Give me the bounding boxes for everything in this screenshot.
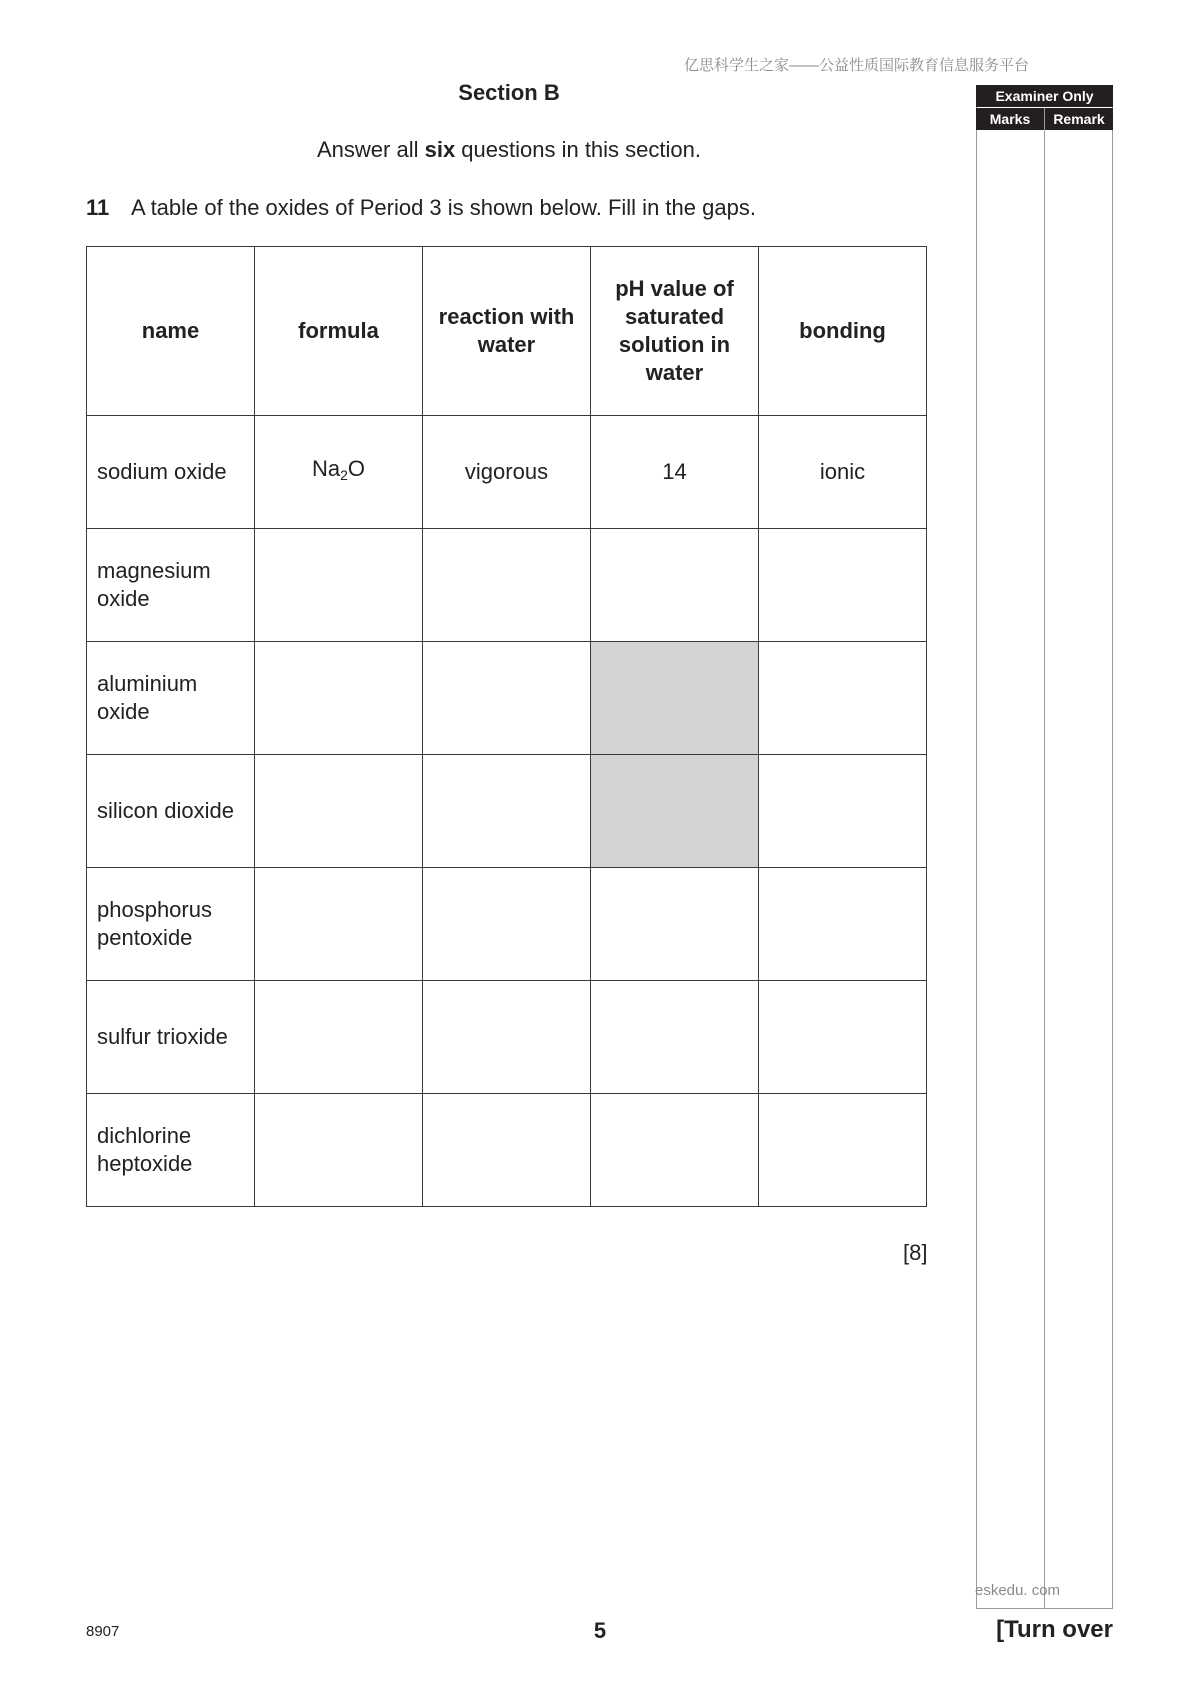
answer-cell-formula[interactable] [255,1094,423,1207]
question-number: 11 [86,195,110,220]
shaded-cell-ph [591,755,759,868]
answer-cell-bonding[interactable] [759,642,927,755]
instructions-bold: six [424,137,456,162]
oxide-reaction: vigorous [423,416,591,529]
answer-cell-formula[interactable] [255,868,423,981]
examiner-only-heading: Examiner Only [976,85,1113,107]
table-row [87,868,927,981]
answer-cell-ph[interactable] [591,981,759,1094]
shaded-cell-ph [591,642,759,755]
header-formula: formula [255,247,423,416]
answer-cell-bonding[interactable] [759,755,927,868]
instructions-pre: Answer all [317,137,425,162]
oxide-formula [255,416,423,529]
answer-cell-formula[interactable] [255,642,423,755]
table-row [87,529,927,642]
answer-cell-reaction[interactable] [423,981,591,1094]
oxide-name: magnesium oxide [87,529,255,642]
oxides-table [86,246,927,1207]
header-ph: pH value of saturated solution in water [591,247,759,416]
table-header-row [87,247,927,416]
formula-subscript: 2 [340,467,348,483]
table-row [87,416,927,529]
answer-cell-bonding[interactable] [759,1094,927,1207]
answer-cell-ph[interactable] [591,1094,759,1207]
table-row [87,755,927,868]
header-reaction: reaction with water [423,247,591,416]
oxide-name: phosphorus pentoxide [87,868,255,981]
header-watermark: 亿思科学生之家——公益性质国际教育信息服务平台 [684,57,1030,74]
answer-cell-reaction[interactable] [423,642,591,755]
oxide-name: dichlorine heptoxide [87,1094,255,1207]
oxide-name: sodium oxide [87,416,255,529]
oxide-name: aluminium oxide [87,642,255,755]
section-instructions [200,137,818,163]
formula-base: Na [311,456,341,481]
answer-cell-reaction[interactable] [423,755,591,868]
footer-watermark: eskedu. com [975,1582,1061,1599]
section-title: Section B [458,80,560,105]
answer-cell-bonding[interactable] [759,981,927,1094]
answer-cell-formula[interactable] [255,981,423,1094]
answer-cell-formula[interactable] [255,529,423,642]
page-number: 5 [593,1618,607,1643]
table-row [87,1094,927,1207]
instructions-post: questions in this section. [455,137,701,162]
answer-cell-bonding[interactable] [759,868,927,981]
answer-cell-ph[interactable] [591,529,759,642]
examiner-marks-heading: Marks [976,108,1044,130]
table-row [87,642,927,755]
examiner-column-divider [1044,108,1045,1609]
answer-cell-bonding[interactable] [759,529,927,642]
answer-cell-formula[interactable] [255,755,423,868]
formula-tail: O [347,456,366,481]
oxide-name: sulfur trioxide [87,981,255,1094]
answer-cell-reaction[interactable] [423,529,591,642]
header-name: name [87,247,255,416]
header-bonding: bonding [759,247,927,416]
answer-cell-reaction[interactable] [423,868,591,981]
table-row [87,981,927,1094]
oxide-bonding: ionic [759,416,927,529]
oxide-ph: 14 [591,416,759,529]
paper-code: 8907 [86,1623,120,1640]
turn-over-label: [Turn over [996,1616,1113,1643]
question-text: A table of the oxides of Period 3 is shown below. Fill in the gaps. [131,195,756,220]
question-marks: [8] [903,1240,928,1265]
examiner-remark-heading: Remark [1045,108,1113,130]
answer-cell-reaction[interactable] [423,1094,591,1207]
oxide-name: silicon dioxide [87,755,255,868]
answer-cell-ph[interactable] [591,868,759,981]
